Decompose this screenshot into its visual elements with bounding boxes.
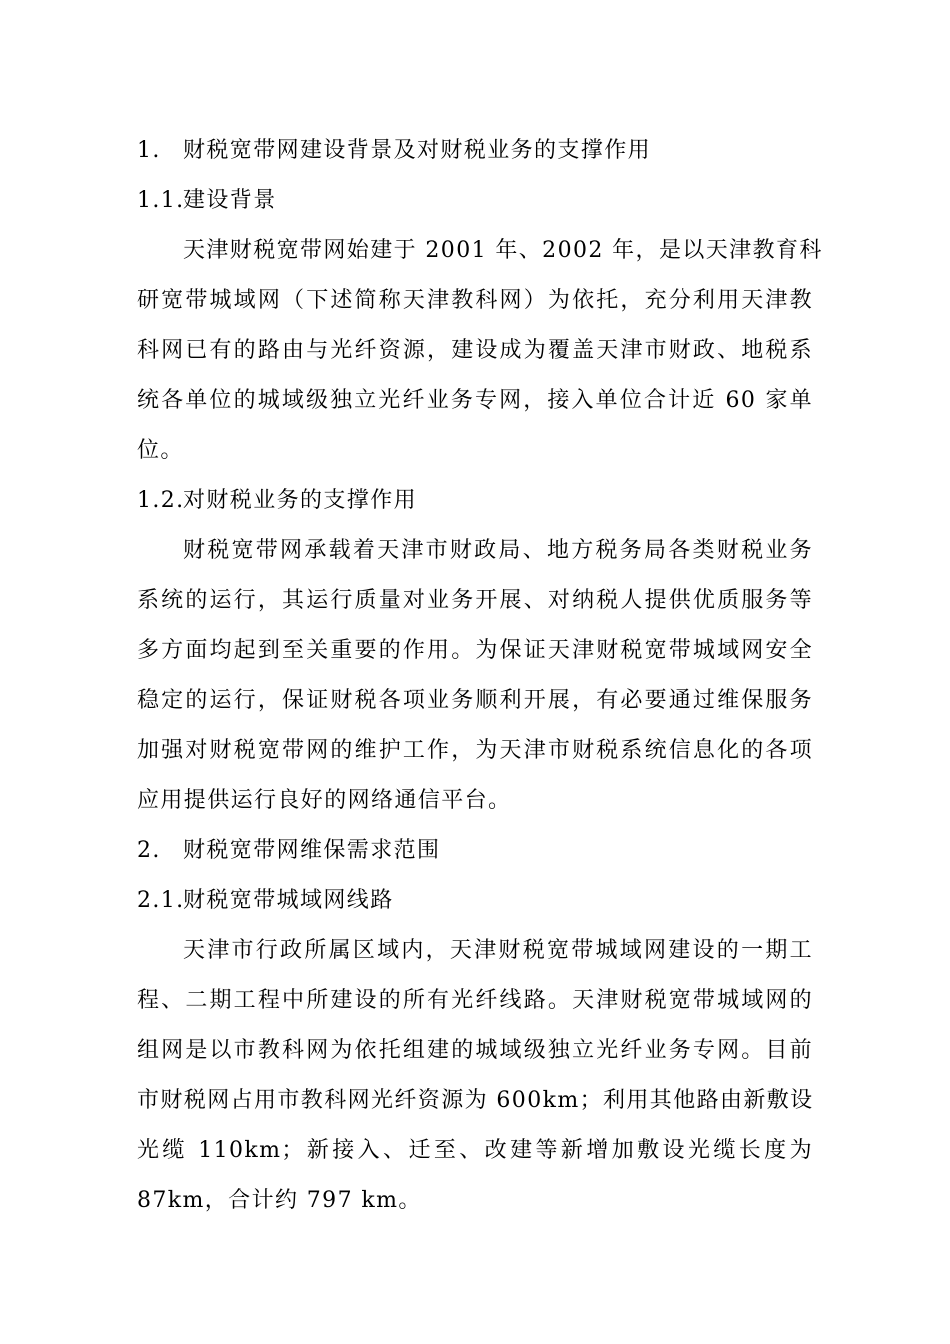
paragraph-line: 天津财税宽带网始建于 2001 年、2002 年，是以天津教育科 bbox=[183, 238, 823, 263]
paragraph-line: 稳定的运行，保证财税各项业务顺利开展，有必要通过维保服务 bbox=[137, 688, 813, 713]
heading-title: 财税宽带网维保需求范围 bbox=[183, 838, 441, 863]
paragraph-line: 多方面均起到至关重要的作用。为保证天津财税宽带城域网安全 bbox=[137, 638, 813, 663]
heading-title: 对财税业务的支撑作用 bbox=[183, 488, 418, 513]
paragraph-line: 组网是以市教科网为依托组建的城域级独立光纤业务专网。目前 bbox=[137, 1038, 813, 1063]
paragraph-line: 光缆 110km；新接入、迁至、改建等新增加敷设光缆长度为 bbox=[137, 1138, 813, 1163]
paragraph-line: 87km，合计约 797 km。 bbox=[137, 1188, 422, 1213]
heading-number: 1.1. bbox=[137, 188, 185, 213]
paragraph-line: 研宽带城域网（下述简称天津教科网）为依托，充分利用天津教 bbox=[137, 288, 813, 313]
paragraph-line: 天津市行政所属区域内，天津财税宽带城域网建设的一期工 bbox=[183, 938, 813, 963]
paragraph-line: 程、二期工程中所建设的所有光纤线路。天津财税宽带城域网的 bbox=[137, 988, 813, 1013]
heading-title: 财税宽带城域网线路 bbox=[183, 888, 394, 913]
heading-1-2 bbox=[137, 488, 813, 514]
paragraph-line: 系统的运行，其运行质量对业务开展、对纳税人提供优质服务等 bbox=[137, 588, 813, 613]
paragraph-line: 统各单位的城域级独立光纤业务专网，接入单位合计近 60 家单 bbox=[137, 388, 813, 413]
heading-title: 建设背景 bbox=[183, 188, 277, 213]
heading-number: 1. bbox=[137, 138, 161, 163]
heading-1-1 bbox=[137, 188, 813, 214]
heading-number: 2. bbox=[137, 838, 161, 863]
paragraph-line: 财税宽带网承载着天津市财政局、地方税务局各类财税业务 bbox=[183, 538, 813, 563]
paragraph-line: 位。 bbox=[137, 438, 184, 463]
heading-number: 1.2. bbox=[137, 488, 185, 513]
paragraph-line: 应用提供运行良好的网络通信平台。 bbox=[137, 788, 512, 813]
heading-2 bbox=[137, 838, 813, 864]
heading-2-1 bbox=[137, 888, 813, 914]
heading-1 bbox=[137, 138, 813, 164]
paragraph-line: 加强对财税宽带网的维护工作，为天津市财税系统信息化的各项 bbox=[137, 738, 813, 763]
heading-title: 财税宽带网建设背景及对财税业务的支撑作用 bbox=[183, 138, 652, 163]
paragraph-line: 市财税网占用市教科网光纤资源为 600km；利用其他路由新敷设 bbox=[137, 1088, 814, 1113]
heading-number: 2.1. bbox=[137, 888, 185, 913]
paragraph-line: 科网已有的路由与光纤资源，建设成为覆盖天津市财政、地税系 bbox=[137, 338, 813, 363]
